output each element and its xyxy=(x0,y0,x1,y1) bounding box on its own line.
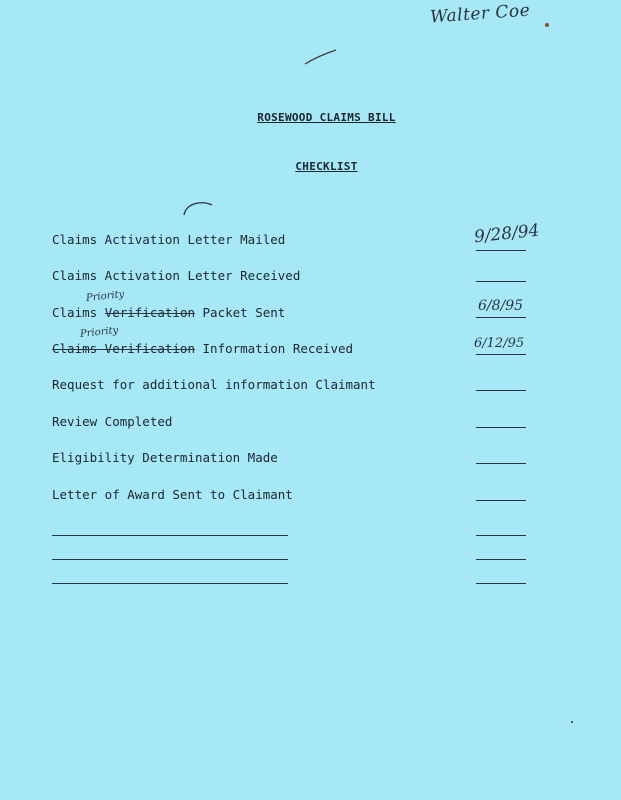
pen-curl-mark xyxy=(184,203,212,215)
checklist-item-eligibility: Eligibility Determination Made xyxy=(52,450,278,465)
checklist-item-activation-received: Claims Activation Letter Received xyxy=(52,268,301,283)
date-information-received: 6/12/95 xyxy=(474,336,525,351)
date-packet-sent: 6/8/95 xyxy=(478,298,524,314)
checklist-item-activation-mailed: Claims Activation Letter Mailed xyxy=(52,232,286,247)
ink-dot xyxy=(571,721,573,723)
pen-stroke-mark xyxy=(305,50,336,64)
checklist-item-review-completed: Review Completed xyxy=(52,414,173,429)
checklist-item-award-sent: Letter of Award Sent to Claimant xyxy=(52,487,293,502)
item-suffix: Information Received xyxy=(195,341,354,356)
handwritten-insert: Priority xyxy=(79,325,119,340)
document-subtitle: CHECKLIST xyxy=(295,160,358,173)
checklist-item-request-info: Request for additional information Claimant xyxy=(52,377,376,392)
struck-text: Verification xyxy=(104,305,195,320)
struck-text: Claims Verification xyxy=(52,341,195,356)
date-activation-mailed: 9/28/94 xyxy=(473,220,541,248)
document-title: ROSEWOOD CLAIMS BILL xyxy=(257,111,396,124)
item-prefix: Claims xyxy=(52,305,105,320)
item-suffix: Packet Sent xyxy=(195,305,286,320)
handwritten-insert: Priority xyxy=(85,289,125,304)
ink-dot xyxy=(545,23,549,27)
handwritten-signature: Walter Coe xyxy=(429,0,531,28)
